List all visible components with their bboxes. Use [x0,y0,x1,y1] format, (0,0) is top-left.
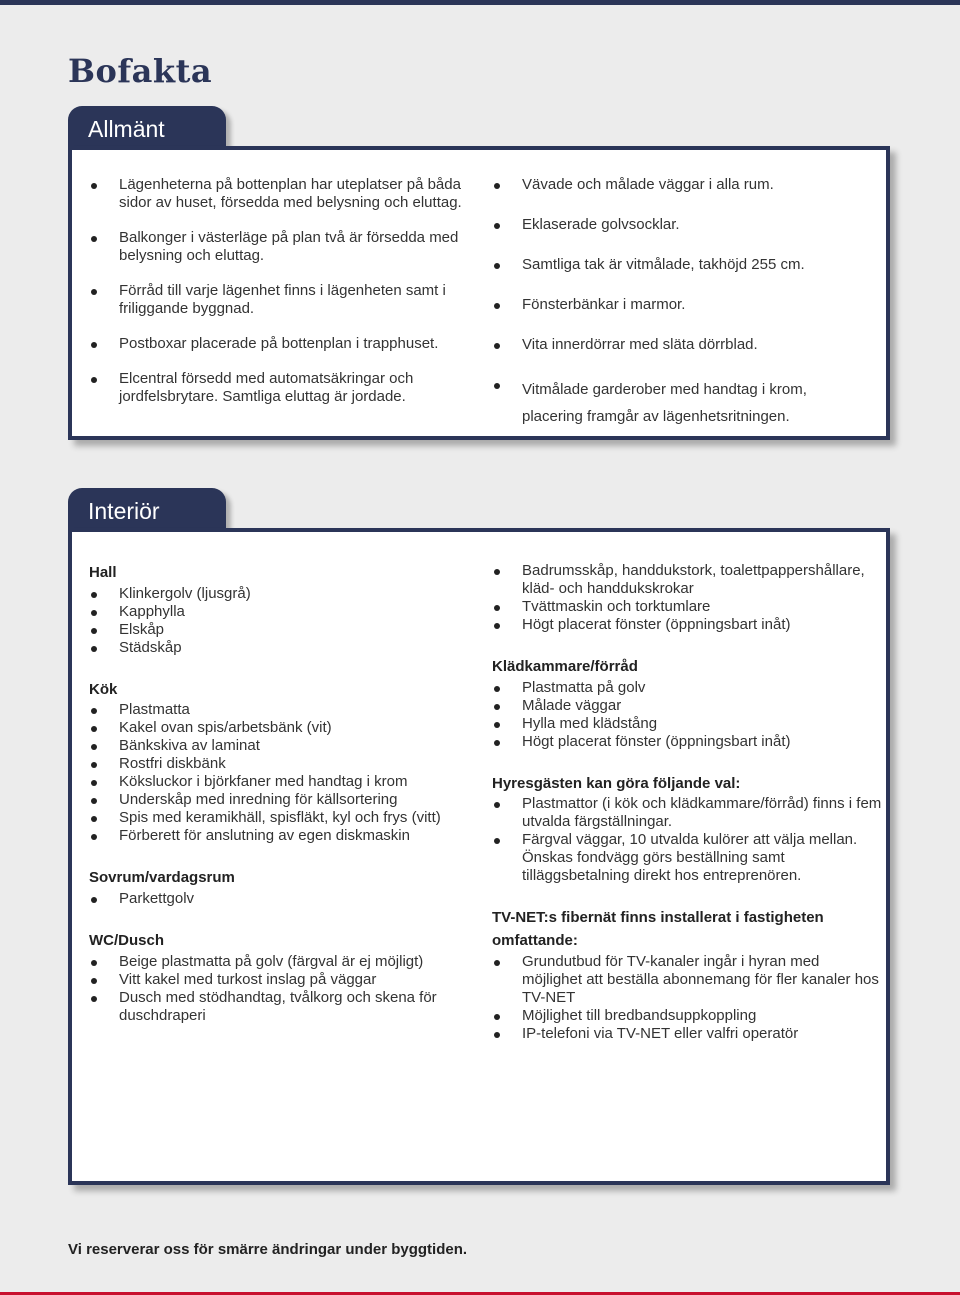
list-item: Köksluckor i björkfaner med handtag i krom [89,773,474,791]
list-item: Klinkergolv (ljusgrå) [89,585,474,603]
interior-right-column [492,562,882,1043]
allmant-right-list [492,176,832,430]
list-item: Kakel ovan spis/arbetsbänk (vit) [89,719,474,737]
list-item: Städskåp [89,639,474,657]
list-item: Spis med keramikhäll, spisfläkt, kyl och frys (vitt) [89,809,474,827]
list-item: Grundutbud för TV-kanaler ingår i hyran med möjlighet att beställa abonnemang för fler kanaler hos TV-NET [492,953,882,1007]
tab-interior [68,488,226,532]
interior-left-column [89,562,474,1025]
section-list [89,585,474,657]
list-item: Elskåp [89,621,474,639]
top-accent-bar [0,0,960,5]
list-item: Postboxar placerade på bottenplan i trapphuset. [89,335,464,353]
list-item: Samtliga tak är vitmålade, takhöjd 255 cm. [492,256,832,274]
section-heading: Hyresgästen kan göra följande val: [492,774,741,792]
list-item: Högt placerat fönster (öppningsbart inåt) [492,733,882,751]
list-item: Tvättmaskin och torktumlare [492,598,882,616]
section-spacer [89,845,474,867]
section-list [492,679,882,751]
allmant-left-list [89,176,464,406]
list-item: Förråd till varje lägenhet finns i lägenheten samt i friliggande byggnad. [89,282,464,318]
list-item: Plastmattor (i kök och klädkammare/förråd) finns i fem utvalda färgställningar. [492,795,882,831]
section-list [89,953,474,1025]
section-heading: Klädkammare/förråd [492,658,638,675]
section-heading: WC/Dusch [89,932,164,950]
list-item: Elcentral försedd med automatsäkringar och jordfelsbrytare. Samtliga eluttag är jordade. [89,370,464,406]
section-heading: Sovrum/vardagsrum [89,869,235,887]
list-item: Dusch med stödhandtag, tvålkorg och skena för duschdraperi [89,989,474,1025]
list-item: Rostfri diskbänk [89,755,474,773]
list-item: Högt placerat fönster (öppningsbart inåt) [492,616,882,634]
section-list [89,890,474,908]
list-item: Vitt kakel med turkost inslag på väggar [89,971,474,989]
page-title: Bofakta [68,52,213,90]
list-item: Vitmålade garderober med handtag i krom, placering framgår av lägenhetsritningen. [492,376,832,430]
allmant-panel [68,146,890,440]
section-list [492,953,882,1043]
list-item: Kapphylla [89,603,474,621]
list-item: Hylla med klädstång [492,715,882,733]
list-item: Bänkskiva av laminat [89,737,474,755]
list-item: Färgval väggar, 10 utvalda kulörer att välja mellan. Önskas fondvägg görs beställning samt tilläggsbetalning direkt hos entreprenören. [492,831,882,885]
list-item: IP-telefoni via TV-NET eller valfri operatör [492,1025,882,1043]
allmant-left-column [89,176,464,423]
allmant-right-column [492,176,832,452]
list-item: Plastmatta på golv [492,679,882,697]
section-list [492,562,882,634]
list-item: Badrumsskåp, handdukstork, toalettpappershållare, kläd- och handdukskrokar [492,562,882,598]
section-spacer [492,751,882,773]
list-item: Underskåp med inredning för källsortering [89,791,474,809]
tab-allmant-label: Allmänt [88,116,165,142]
list-item: Möjlighet till bredbandsuppkoppling [492,1007,882,1025]
section-heading: Hall [89,564,117,581]
list-item: Lägenheterna på bottenplan har uteplatser på båda sidor av huset, försedda med belysning och eluttag. [89,176,464,212]
section-list [492,795,882,885]
section-list [89,701,474,845]
list-item: Parkettgolv [89,890,474,908]
tab-interior-label: Interiör [88,498,160,524]
section-heading: Kök [89,680,118,698]
list-item: Eklaserade golvsocklar. [492,216,832,234]
list-item: Fönsterbänkar i marmor. [492,296,832,314]
footer-note: Vi reserverar oss för smärre ändringar under byggtiden. [68,1241,468,1258]
list-item: Vita innerdörrar med släta dörrblad. [492,336,832,354]
section-spacer [492,885,882,907]
list-item: Vävade och målade väggar i alla rum. [492,176,832,194]
list-item: Beige plastmatta på golv (färgval är ej möjligt) [89,953,474,971]
list-item: Förberett för anslutning av egen diskmaskin [89,827,474,845]
tab-allmant [68,106,226,150]
list-item: Målade väggar [492,697,882,715]
list-item: Plastmatta [89,701,474,719]
section-spacer [89,908,474,930]
section-spacer [492,634,882,656]
section-heading: TV-NET:s fibernät finns installerat i fastigheten omfattande: [492,909,824,950]
section-spacer [89,657,474,679]
list-item: Balkonger i västerläge på plan två är försedda med belysning och eluttag. [89,229,464,265]
interior-panel [68,528,890,1185]
